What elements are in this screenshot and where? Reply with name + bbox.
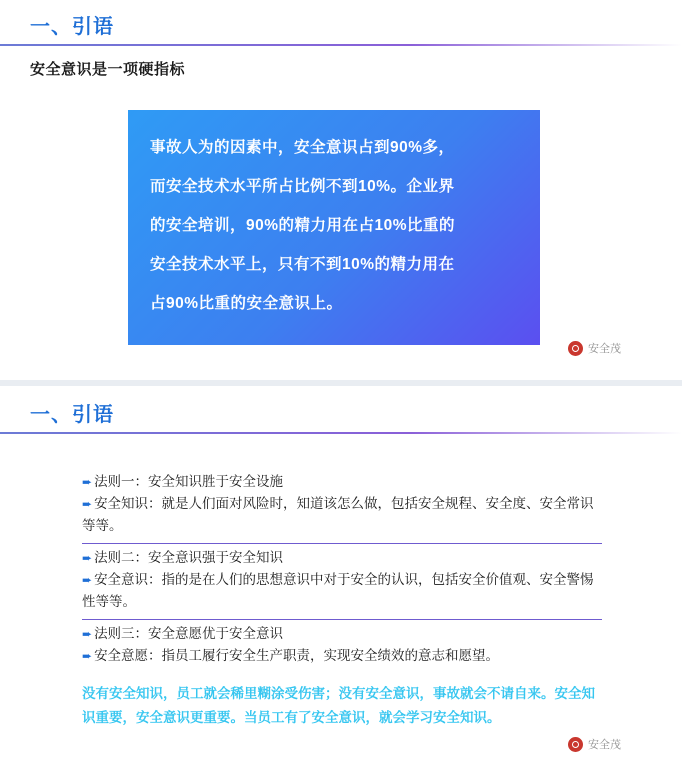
- rule-body: ➨ 安全意愿：指员工履行安全生产职责，实现安全绩效的意志和愿望。: [82, 648, 500, 663]
- slide-one-title: 一、引语: [30, 16, 114, 38]
- rule-item: [82, 543, 602, 619]
- rule-heading: ➨ 法则一：安全知识胜于安全设施: [82, 474, 284, 489]
- bullet-arrow-icon: ➨: [82, 627, 93, 641]
- watermark: [568, 340, 621, 356]
- rule-item: [82, 619, 602, 673]
- rule-body: ➨ 安全知识：就是人们面对风险时，知道该怎么做，包括安全规程、安全度、安全常识等等。: [82, 496, 594, 533]
- bullet-arrow-icon: ➨: [82, 551, 93, 565]
- wechat-account-icon: [568, 737, 583, 752]
- wechat-account-icon: [568, 341, 583, 356]
- bullet-arrow-icon: ➨: [82, 649, 93, 663]
- slide-two-title: 一、引语: [30, 404, 114, 426]
- bullet-arrow-icon: ➨: [82, 573, 93, 587]
- rule-heading: ➨ 法则二：安全意识强于安全知识: [82, 550, 284, 565]
- rule-item: [82, 468, 602, 543]
- bullet-arrow-icon: ➨: [82, 497, 93, 511]
- slide-two-title-divider: [0, 432, 682, 434]
- callout-line: 的安全培训，90%的精力用在占10%比重的: [150, 217, 456, 234]
- callout-line: 安全技术水平上，只有不到10%的精力用在: [150, 256, 455, 273]
- watermark-label: 安全茂: [588, 739, 621, 751]
- rules-list: [82, 468, 602, 673]
- rule-heading: ➨ 法则三：安全意愿优于安全意识: [82, 626, 284, 641]
- conclusion-text: 没有安全知识，员工就会稀里糊涂受伤害；没有安全意识，事故就会不请自来。安全知识重要，安全意识更重要。当员工有了安全意识，就会学习安全知识。: [82, 686, 595, 725]
- callout-line: 事故人为的因素中，安全意识占到90%多，: [150, 139, 455, 156]
- rule-body: ➨ 安全意识：指的是在人们的思想意识中对于安全的认识，包括安全价值观、安全警惕性等等。: [82, 572, 594, 609]
- callout-line: 而安全技术水平所占比例不到10%。企业界: [150, 178, 455, 195]
- watermark-label: 安全茂: [588, 343, 621, 355]
- bullet-arrow-icon: ➨: [82, 475, 93, 489]
- slide-two: [0, 386, 682, 776]
- callout-line: 占90%比重的安全意识上。: [150, 295, 343, 312]
- slide-one: [0, 0, 682, 380]
- callout-box: [128, 110, 540, 345]
- watermark: [568, 736, 621, 752]
- slide-one-subtitle: 安全意识是一项硬指标: [30, 61, 186, 78]
- slide-one-title-divider: [0, 44, 682, 46]
